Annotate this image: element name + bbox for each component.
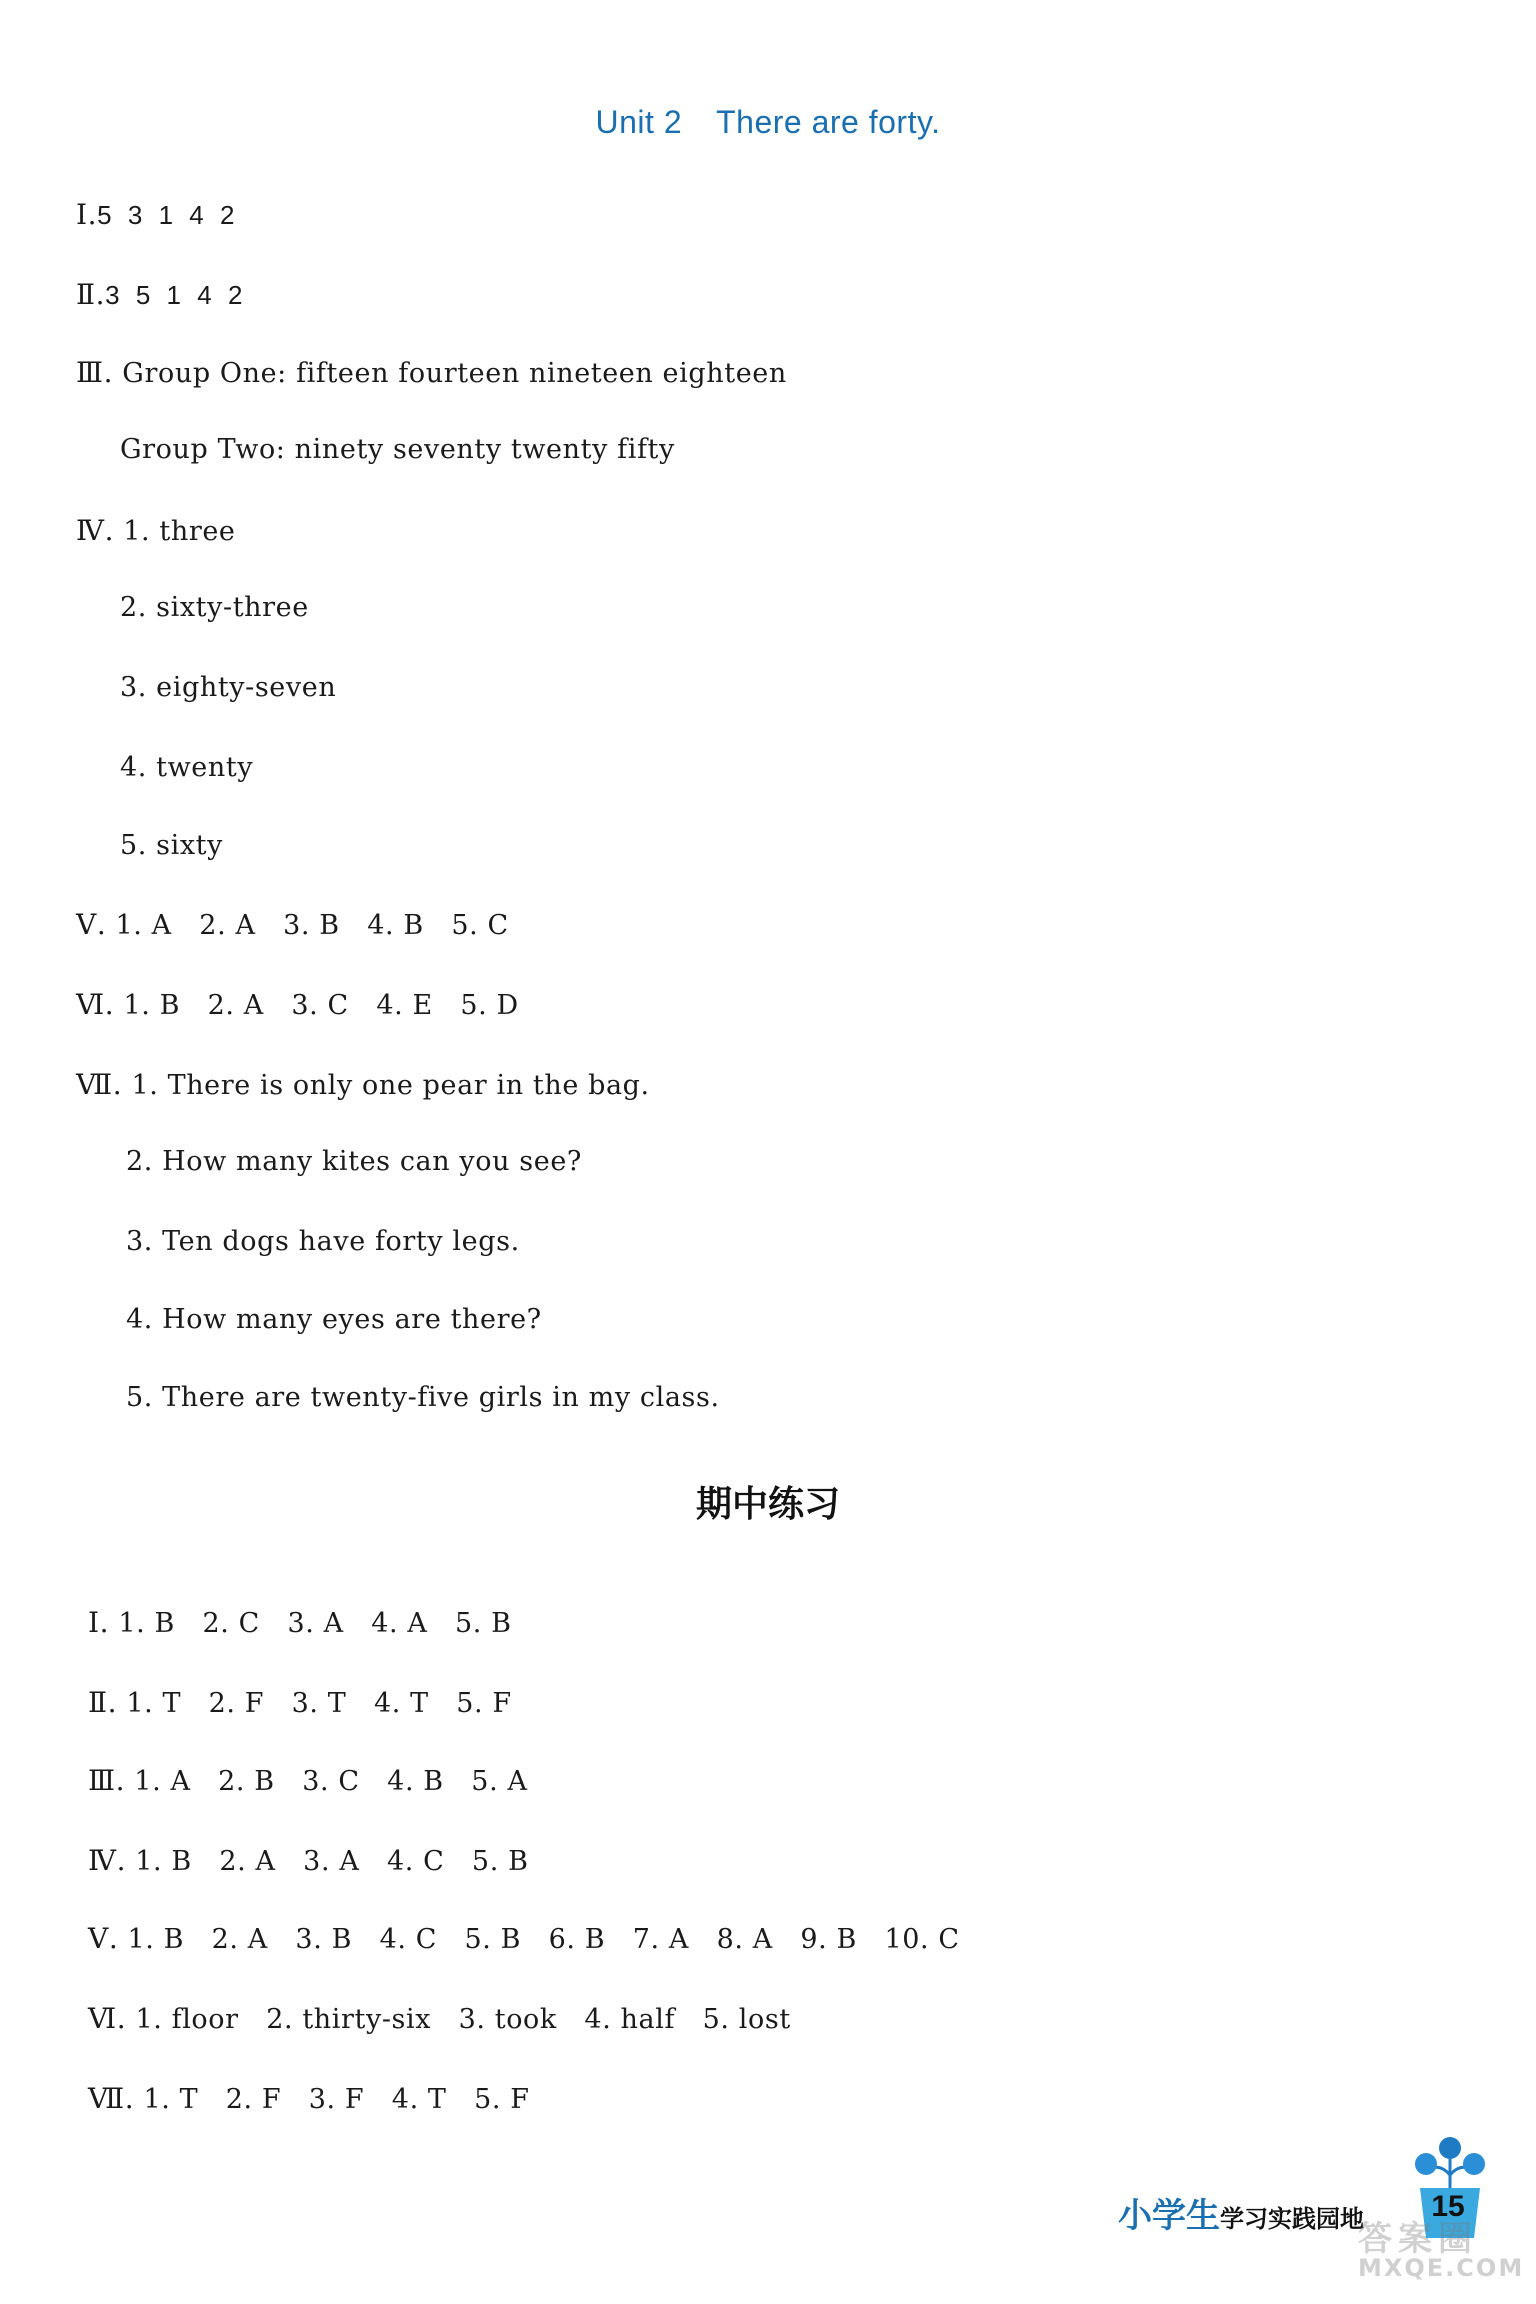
answer-text: 1. A 2. B 3. C 4. B 5. A (134, 1766, 528, 1797)
section-numeral: Ⅰ. (88, 1606, 110, 1639)
section-numeral: Ⅱ. (88, 1686, 118, 1719)
section-numeral: Ⅶ. (88, 2082, 135, 2115)
answer-text: 1. B 2. A 3. C 4. E 5. D (123, 990, 519, 1021)
watermark-bottom: MXQE.COM (1358, 2254, 1525, 2282)
page-number: 15 (1431, 2190, 1465, 2223)
midterm-line-vi (88, 2002, 791, 2035)
answer-line-ii (76, 278, 243, 311)
answer-line-vii (76, 1068, 650, 1101)
answer-line-iii (76, 356, 787, 389)
answer-text: 1. A 2. A 3. B 4. B 5. C (115, 910, 509, 941)
answer-text: 4. How many eyes are there? (126, 1304, 542, 1335)
answer-line-iv-3 (120, 672, 336, 703)
midterm-line-iv (88, 1844, 529, 1877)
midterm-line-ii (88, 1686, 512, 1719)
answer-line-vii-3 (126, 1226, 520, 1257)
watermark-top: 答案圈 (1358, 2219, 1478, 2259)
section-numeral: Ⅲ. (88, 1764, 126, 1797)
answer-text: Group Two: ninety seventy twenty fifty (120, 434, 675, 465)
unit-title (0, 104, 1536, 141)
answer-text: 3 5 1 4 2 (105, 280, 244, 310)
unit-number: Unit 2 (595, 104, 683, 140)
midterm-title: 期中练习 (695, 1484, 840, 1525)
section-numeral: Ⅵ. (76, 988, 115, 1021)
answer-text: 5 3 1 4 2 (97, 200, 236, 230)
unit-name: There are forty. (716, 104, 941, 140)
answer-text: 2. sixty-three (120, 592, 309, 623)
answer-line-iv-4 (120, 752, 253, 783)
answer-line-vi (76, 988, 519, 1021)
midterm-line-iii (88, 1764, 528, 1797)
watermark (1358, 2219, 1525, 2282)
answer-text: 1. floor 2. thirty-six 3. took 4. half 5. lost (135, 2004, 791, 2035)
answer-text: 1. three (123, 516, 236, 547)
midterm-line-i (88, 1606, 512, 1639)
answer-text: 1. There is only one pear in the bag. (131, 1070, 650, 1101)
brand-sub: 学习实践园地 (1220, 2205, 1364, 2233)
section-numeral: Ⅵ. (88, 2002, 127, 2035)
answer-line-iv-2 (120, 592, 309, 623)
midterm-line-v (88, 1922, 960, 1955)
brand-main: 小学生 (1118, 2196, 1220, 2236)
section-numeral: Ⅱ. (76, 278, 106, 311)
answer-text: 2. How many kites can you see? (126, 1146, 582, 1177)
answer-line-vii-2 (126, 1146, 582, 1177)
answer-line-iv-5 (120, 830, 223, 861)
section-numeral: Ⅳ. (88, 1844, 127, 1877)
section-numeral: Ⅲ. (76, 356, 114, 389)
section-numeral: Ⅰ. (76, 198, 98, 231)
answer-line-v (76, 908, 509, 941)
answer-text: 3. eighty-seven (120, 672, 337, 703)
answer-text: 1. B 2. C 3. A 4. A 5. B (118, 1608, 512, 1639)
answer-text: 1. T 2. F 3. F 4. T 5. F (143, 2084, 530, 2115)
midterm-line-vii (88, 2082, 530, 2115)
answer-line-iv (76, 514, 236, 547)
footer-brand (1118, 2188, 1364, 2237)
answer-text: 1. T 2. F 3. T 4. T 5. F (126, 1688, 512, 1719)
answer-text: 1. B 2. A 3. A 4. C 5. B (135, 1846, 529, 1877)
section-numeral: Ⅴ. (76, 908, 107, 941)
section-numeral: Ⅳ. (76, 514, 115, 547)
answer-text: 5. sixty (120, 830, 223, 861)
answer-text: 5. There are twenty-five girls in my class. (126, 1382, 720, 1413)
section-numeral: Ⅴ. (88, 1922, 119, 1955)
answer-line-vii-4 (126, 1304, 542, 1335)
answer-line-iii-2 (120, 434, 675, 465)
answer-text: 4. twenty (120, 752, 254, 783)
answer-text: 3. Ten dogs have forty legs. (126, 1226, 520, 1257)
section-numeral: Ⅶ. (76, 1068, 123, 1101)
answer-line-vii-5 (126, 1382, 720, 1413)
answer-text: 1. B 2. A 3. B 4. C 5. B 6. B 7. A 8. A 9. B 10. C (127, 1924, 960, 1955)
answer-line-i (76, 198, 235, 231)
answer-text: Group One: fifteen fourteen nineteen eighteen (122, 358, 787, 389)
